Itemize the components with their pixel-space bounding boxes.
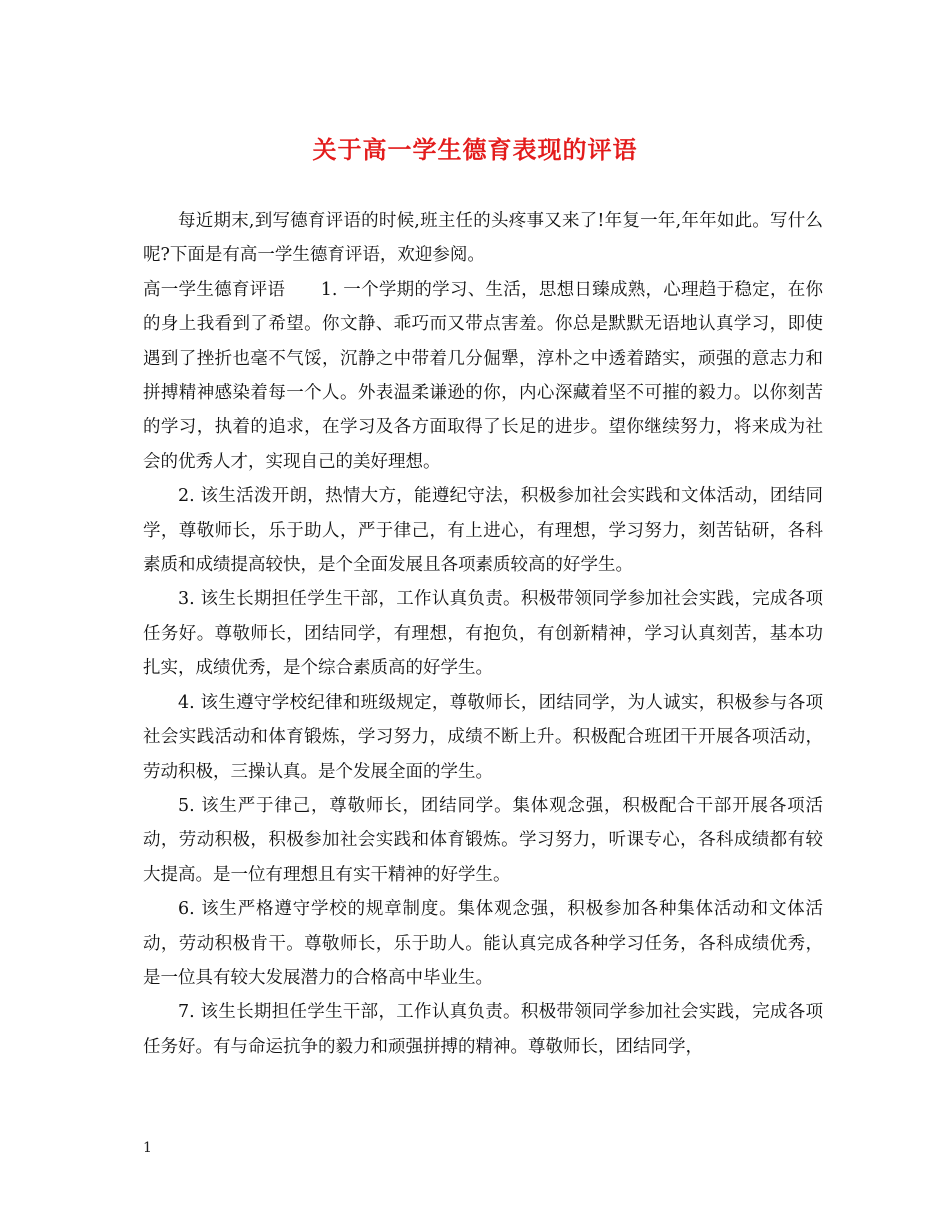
comment-paragraph-1: 高一学生德育评语 1. 一个学期的学习、生活，思想日臻成熟，心理趋于稳定，在你的身上我看到了希望。你文静、乖巧而又带点害羞。你总是默默无语地认真学习，即使遇到了挫折也毫不气馁，沉静之中带着几分倔犟，淳朴之中透着踏实，顽强的意志力和拼搏精神感染着每一个人。外表温柔谦逊的你，内心深藏着坚不可摧的毅力。以你刻苦的学习，执着的追求，在学习及各方面取得了长足的进步。望你继续努力，将来成为社会的优秀人才，实现自己的美好理想。 [143, 279, 823, 472]
document-title: 关于高一学生德育表现的评语 [312, 135, 638, 164]
page-number: 1 [143, 1140, 152, 1156]
comment-paragraph-2: 2. 该生活泼开朗，热情大方，能遵纪守法，积极参加社会实践和文体活动，团结同学，尊敬师长，乐于助人，严于律己，有上进心，有理想，学习努力，刻苦钻研，各科素质和成绩提高较快，是个全面发展且各项素质较高的好学生。 [143, 486, 823, 576]
comment-paragraph-5: 5. 该生严于律己，尊敬师长，团结同学。集体观念强，积极配合干部开展各项活动，劳动积极，积极参加社会实践和体育锻炼。学习努力，听课专心，各科成绩都有较大提高。是一位有理想且有实干精神的好学生。 [143, 795, 823, 885]
document-body [143, 204, 823, 1064]
comment-paragraph-3: 3. 该生长期担任学生干部，工作认真负责。积极带领同学参加社会实践，完成各项任务好。尊敬师长，团结同学，有理想，有抱负，有创新精神，学习认真刻苦，基本功扎实，成绩优秀，是个综合素质高的好学生。 [143, 589, 823, 679]
comment-paragraph-7: 7. 该生长期担任学生干部，工作认真负责。积极带领同学参加社会实践，完成各项任务好。有与命运抗争的毅力和顽强拼搏的精神。尊敬师长，团结同学， [143, 1002, 823, 1057]
comment-paragraph-6: 6. 该生严格遵守学校的规章制度。集体观念强，积极参加各种集体活动和文体活动，劳动积极肯干。尊敬师长，乐于助人。能认真完成各种学习任务，各科成绩优秀，是一位具有较大发展潜力的合格高中毕业生。 [143, 899, 823, 988]
comment-paragraph-4: 4. 该生遵守学校纪律和班级规定，尊敬师长，团结同学，为人诚实，积极参与各项社会实践活动和体育锻炼，学习努力，成绩不断上升。积极配合班团干开展各项活动，劳动积极，三操认真。是个发展全面的学生。 [143, 692, 823, 782]
intro-paragraph: 每近期末,到写德育评语的时候,班主任的头疼事又来了!年复一年,年年如此。写什么呢?下面是有高一学生德育评语，欢迎参阅。 [143, 211, 823, 266]
